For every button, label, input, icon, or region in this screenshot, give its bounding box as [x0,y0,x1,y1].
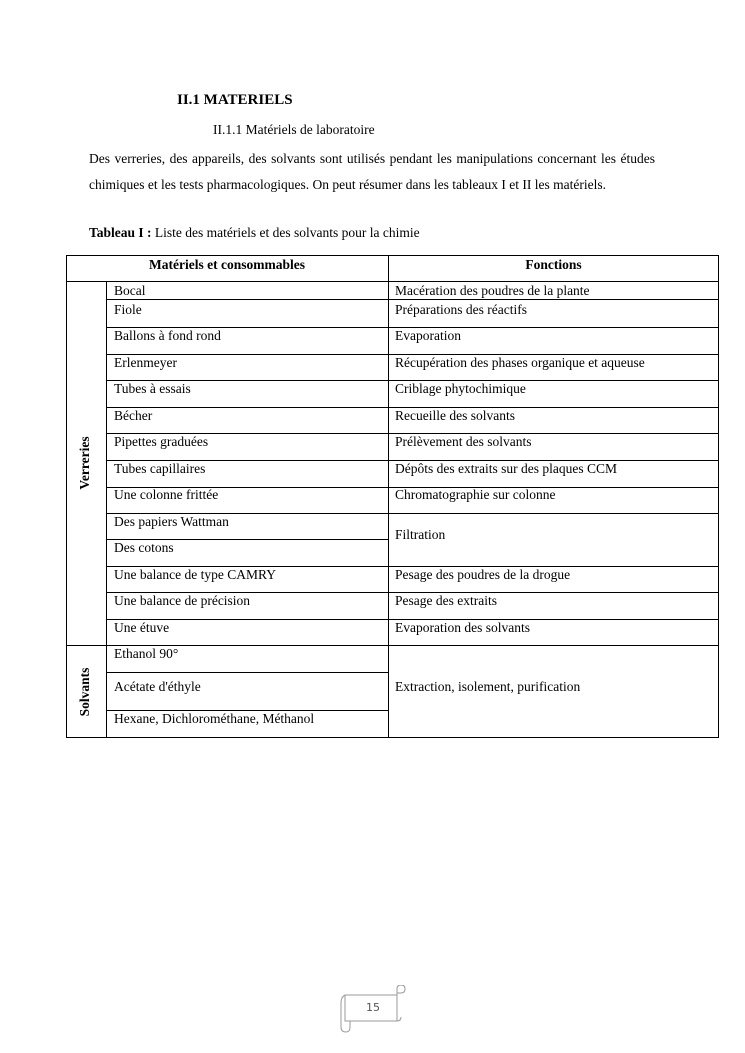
material-cell: Ethanol 90° [114,646,179,661]
header-functions: Fonctions [525,257,582,272]
page-number-scroll [339,985,407,1035]
table-caption-label: Tableau I : [89,225,152,240]
function-cell: Pesage des extraits [395,593,497,608]
material-cell: Ballons à fond rond [114,328,221,343]
material-cell: Acétate d'éthyle [114,679,201,694]
material-cell: Hexane, Dichlorométhane, Méthanol [114,711,315,726]
function-cell: Recueille des solvants [395,408,515,423]
material-cell: Fiole [114,302,142,317]
group-verreries: Verreries [77,436,92,490]
material-cell: Erlenmeyer [114,355,177,370]
function-cell: Criblage phytochimique [395,381,526,396]
function-cell: Pesage des poudres de la drogue [395,567,571,582]
function-cell: Chromatographie sur colonne [395,487,556,502]
materials-table [66,255,719,738]
function-cell: Extraction, isolement, purification [395,679,581,694]
material-cell: Une colonne frittée [114,487,219,502]
subsection-title: II.1.1 Matériels de laboratoire [213,122,375,137]
material-cell: Tubes capillaires [114,461,206,476]
function-cell: Récupération des phases organique et aqueuse [395,355,645,370]
table-caption-text: Liste des matériels et des solvants pour la chimie [151,225,420,240]
function-cell: Dépôts des extraits sur des plaques CCM [395,461,617,476]
function-cell: Macération des poudres de la plante [395,283,590,298]
material-cell: Des cotons [114,540,174,555]
function-cell: Evaporation des solvants [395,620,530,635]
function-cell: Filtration [395,527,446,542]
section-title: II.1 MATERIELS [177,92,293,108]
function-cell: Prélèvement des solvants [395,434,532,449]
material-cell: Bécher [114,408,153,423]
page-number: 15 [366,1001,380,1014]
material-cell: Une balance de type CAMRY [114,567,276,582]
table-caption [89,225,420,241]
material-cell: Des papiers Wattman [114,514,229,529]
header-materials: Matériels et consommables [149,257,305,272]
material-cell: Bocal [114,283,146,298]
group-solvants: Solvants [77,667,92,717]
material-cell: Tubes à essais [114,381,191,396]
intro-paragraph: Des verreries, des appareils, des solvants sont utilisés pendant les manipulations concernant les études chimiques et les tests pharmacologiques. On peut résumer dans les tableaux I et II les matériels. [89,151,655,192]
function-cell: Préparations des réactifs [395,302,527,317]
material-cell: Pipettes graduées [114,434,209,449]
material-cell: Une étuve [114,620,170,635]
material-cell: Une balance de précision [114,593,251,608]
function-cell: Evaporation [395,328,461,343]
